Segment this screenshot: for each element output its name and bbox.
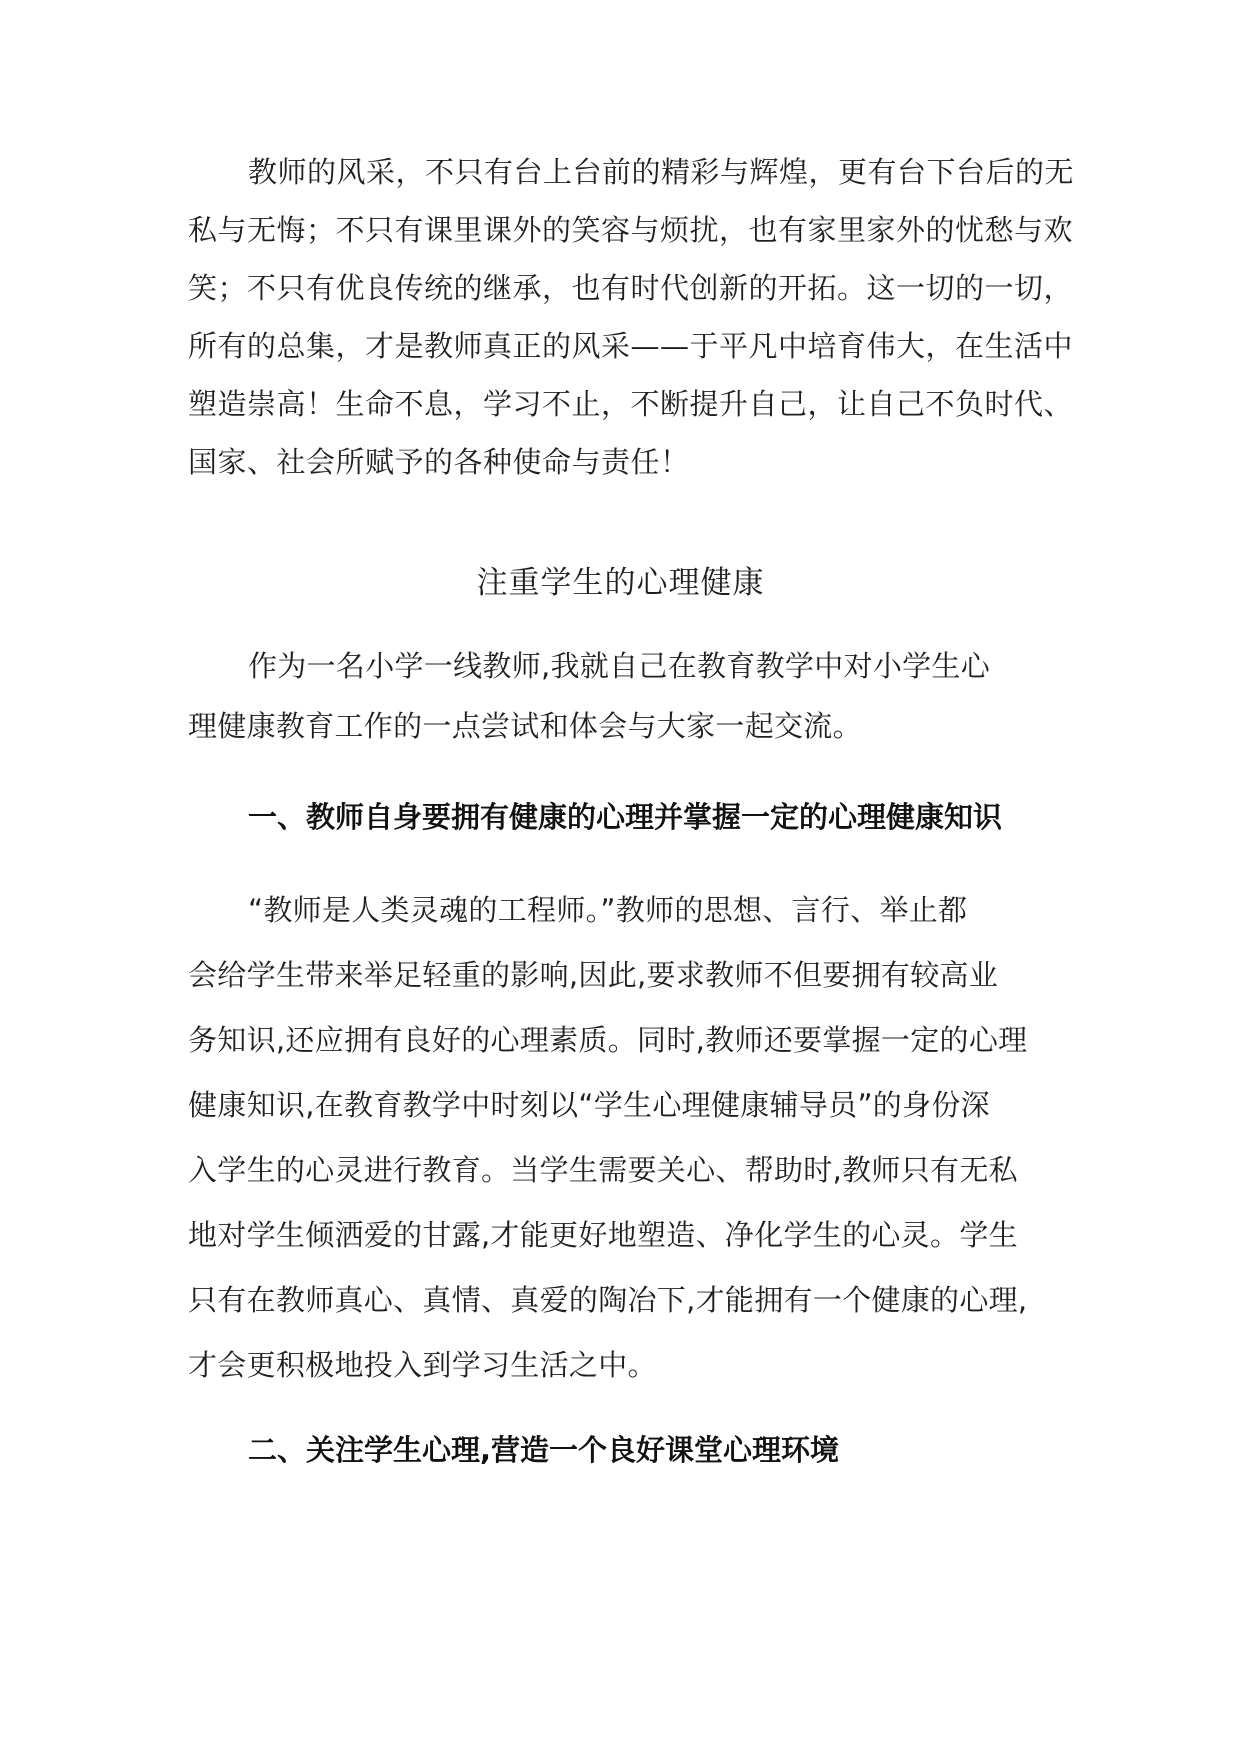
paragraph-line: 塑造崇高！生命不息，学习不止，不断提升自己，让自己不负时代、: [188, 387, 1074, 421]
paragraph-line: 所有的总集，才是教师真正的风采——于平凡中培育伟大，在生活中: [188, 329, 1074, 363]
paragraph-line: 教师的风采，不只有台上台前的精彩与辉煌，更有台下台后的无: [248, 155, 1075, 189]
intro-line: 作为一名小学一线教师,我就自己在教育教学中对小学生心: [248, 649, 991, 683]
section1-line: 会给学生带来举足轻重的影响,因此,要求教师不但要拥有较高业: [188, 958, 999, 992]
section-title: 注重学生的心理健康: [476, 565, 765, 601]
section1-line: “教师是人类灵魂的工程师。”教师的思想、言行、举止都: [248, 893, 968, 927]
intro-line: 理健康教育工作的一点尝试和体会与大家一起交流。: [188, 709, 862, 743]
section1-line: 入学生的心灵进行教育。当学生需要关心、帮助时,教师只有无私: [188, 1153, 1018, 1187]
heading-2: 二、关注学生心理,营造一个良好课堂心理环境: [248, 1433, 840, 1467]
paragraph-line: 国家、社会所赋予的各种使命与责任！: [188, 445, 690, 479]
section1-line: 只有在教师真心、真情、真爱的陶冶下,才能拥有一个健康的心理,: [188, 1283, 1028, 1317]
section1-line: 地对学生倾洒爱的甘露,才能更好地塑造、净化学生的心灵。学生: [188, 1218, 1018, 1252]
heading-1: 一、教师自身要拥有健康的心理并掌握一定的心理健康知识: [248, 800, 1003, 834]
section1-line: 才会更积极地投入到学习生活之中。: [188, 1348, 657, 1382]
section1-line: 务知识,还应拥有良好的心理素质。同时,教师还要掌握一定的心理: [188, 1023, 1028, 1057]
section1-line: 健康知识,在教育教学中时刻以“学生心理健康辅导员”的身份深: [188, 1088, 990, 1122]
paragraph-line: 私与无悔；不只有课里课外的笑容与烦扰，也有家里家外的忧愁与欢: [188, 213, 1074, 247]
paragraph-line: 笑；不只有优良传统的继承，也有时代创新的开拓。这一切的一切，: [188, 271, 1074, 305]
